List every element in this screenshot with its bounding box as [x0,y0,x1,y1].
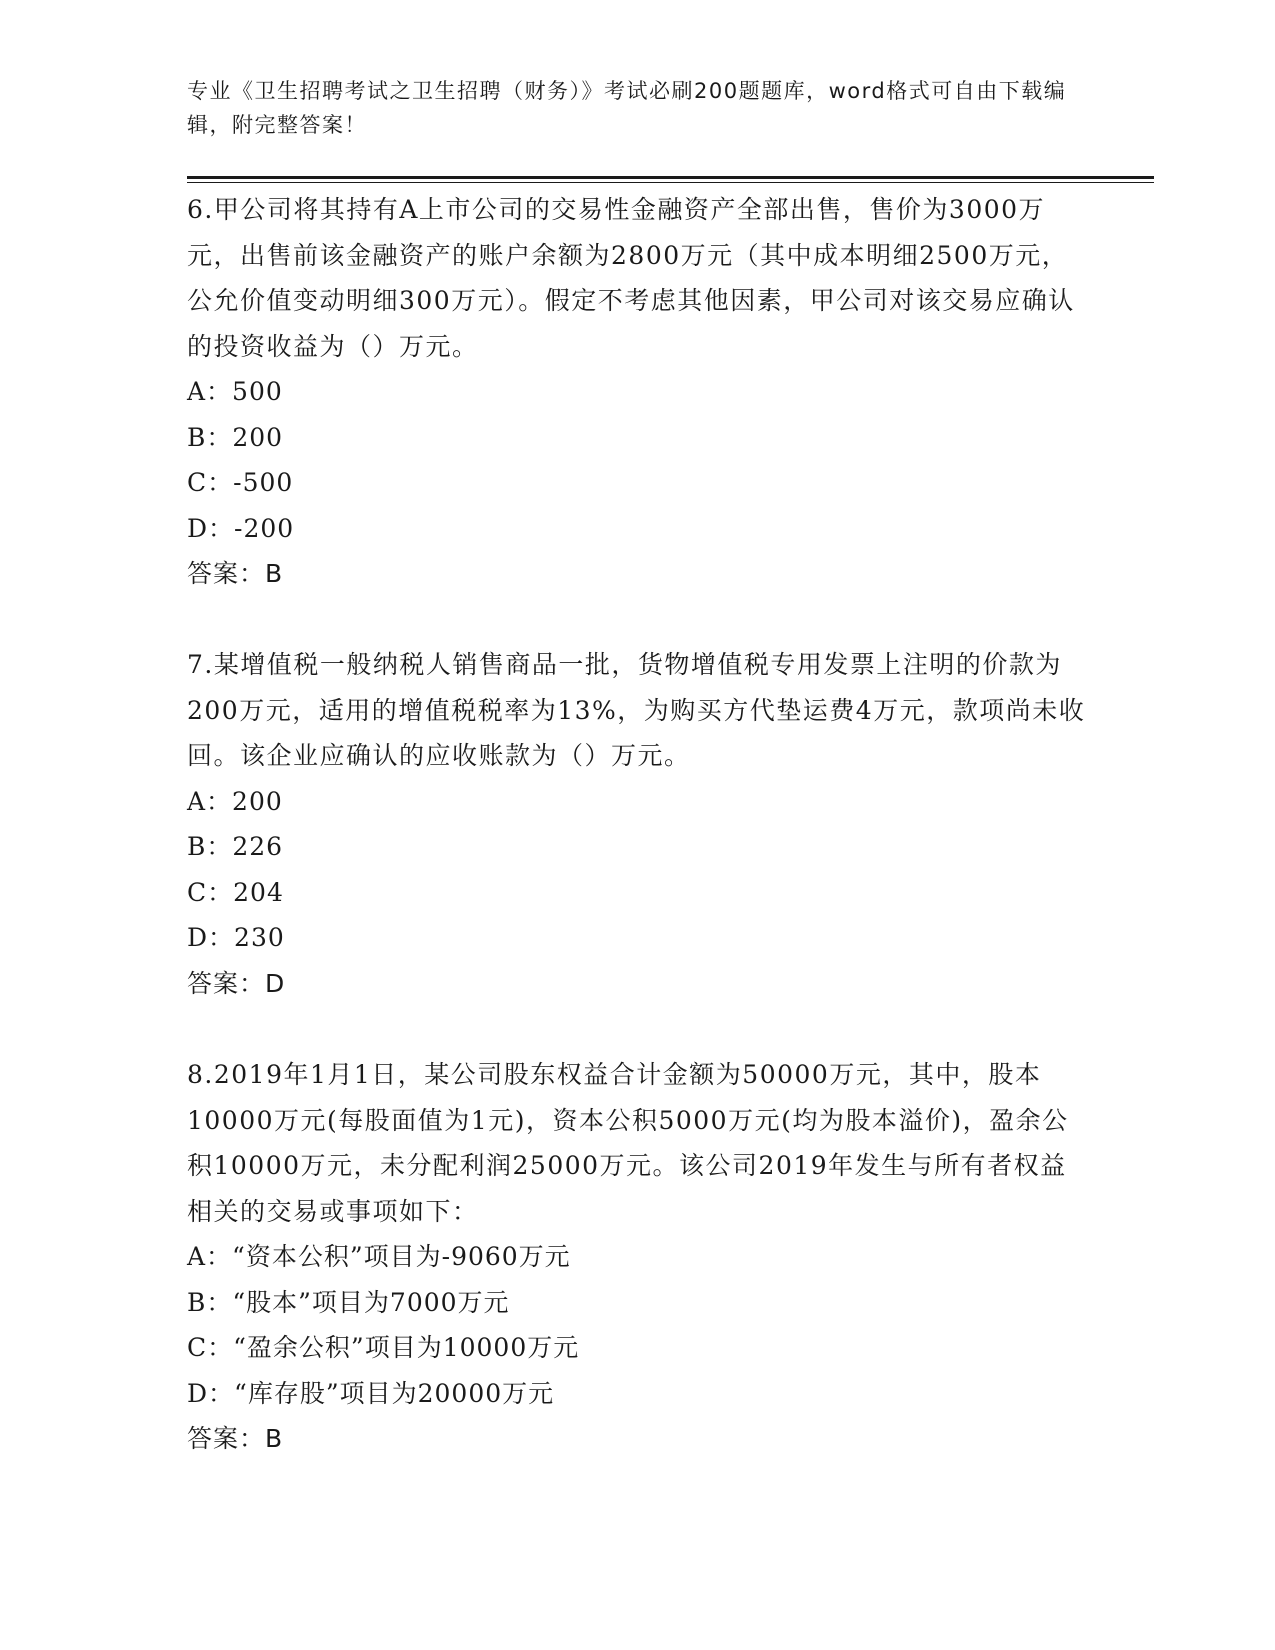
option-a: A：500 [187,377,283,406]
answer-line: 答案：D [187,968,286,998]
option-b: B：200 [187,422,284,452]
question-6 [187,187,1087,597]
option-d: D：-200 [187,513,295,543]
option-c: C：“盈余公积”项目为10000万元 [187,1333,580,1362]
answer-line: 答案：B [187,559,284,588]
answer-line: 答案：B [187,1424,284,1453]
question-8 [187,1052,1087,1462]
header-divider-thin [187,182,1154,183]
option-a: A：200 [187,786,283,816]
option-c: C：-500 [187,468,294,497]
document-header: 专业《卫生招聘考试之卫生招聘（财务）》考试必刷200题题库，word格式可自由下载编辑，附完整答案！ [187,79,1067,137]
option-b: B：“股本”项目为7000万元 [187,1287,510,1317]
option-c: C：204 [187,877,284,907]
option-b: B：226 [187,832,284,861]
option-a: A：“资本公积”项目为-9060万元 [187,1242,571,1271]
option-d: D：“库存股”项目为20000万元 [187,1378,555,1408]
question-7 [187,642,1087,1006]
question-stem: 6.甲公司将其持有A上市公司的交易性金融资产全部出售，售价为3000万元，出售前该金融资产的账户余额为2800万元（其中成本明细2500万元，公允价值变动明细300万元）。假定不考虑其他因素，甲公司对该交易应确认的投资收益为（）万元。 [187,195,1075,361]
question-stem: 7.某增值税一般纳税人销售商品一批，货物增值税专用发票上注明的价款为200万元，适用的增值税税率为13%，为购买方代垫运费4万元，款项尚未收回。该企业应确认的应收账款为（）万元。 [187,650,1086,770]
option-d: D：230 [187,923,285,952]
header-divider-thick [187,176,1154,179]
question-stem: 8.2019年1月1日，某公司股东权益合计金额为50000万元，其中，股本10000万元(每股面值为1元)，资本公积5000万元(均为股本溢价)，盈余公积10000万元，未分配利润25000万元。该公司2019年发生与所有者权益相关的交易或事项如下： [187,1060,1069,1226]
